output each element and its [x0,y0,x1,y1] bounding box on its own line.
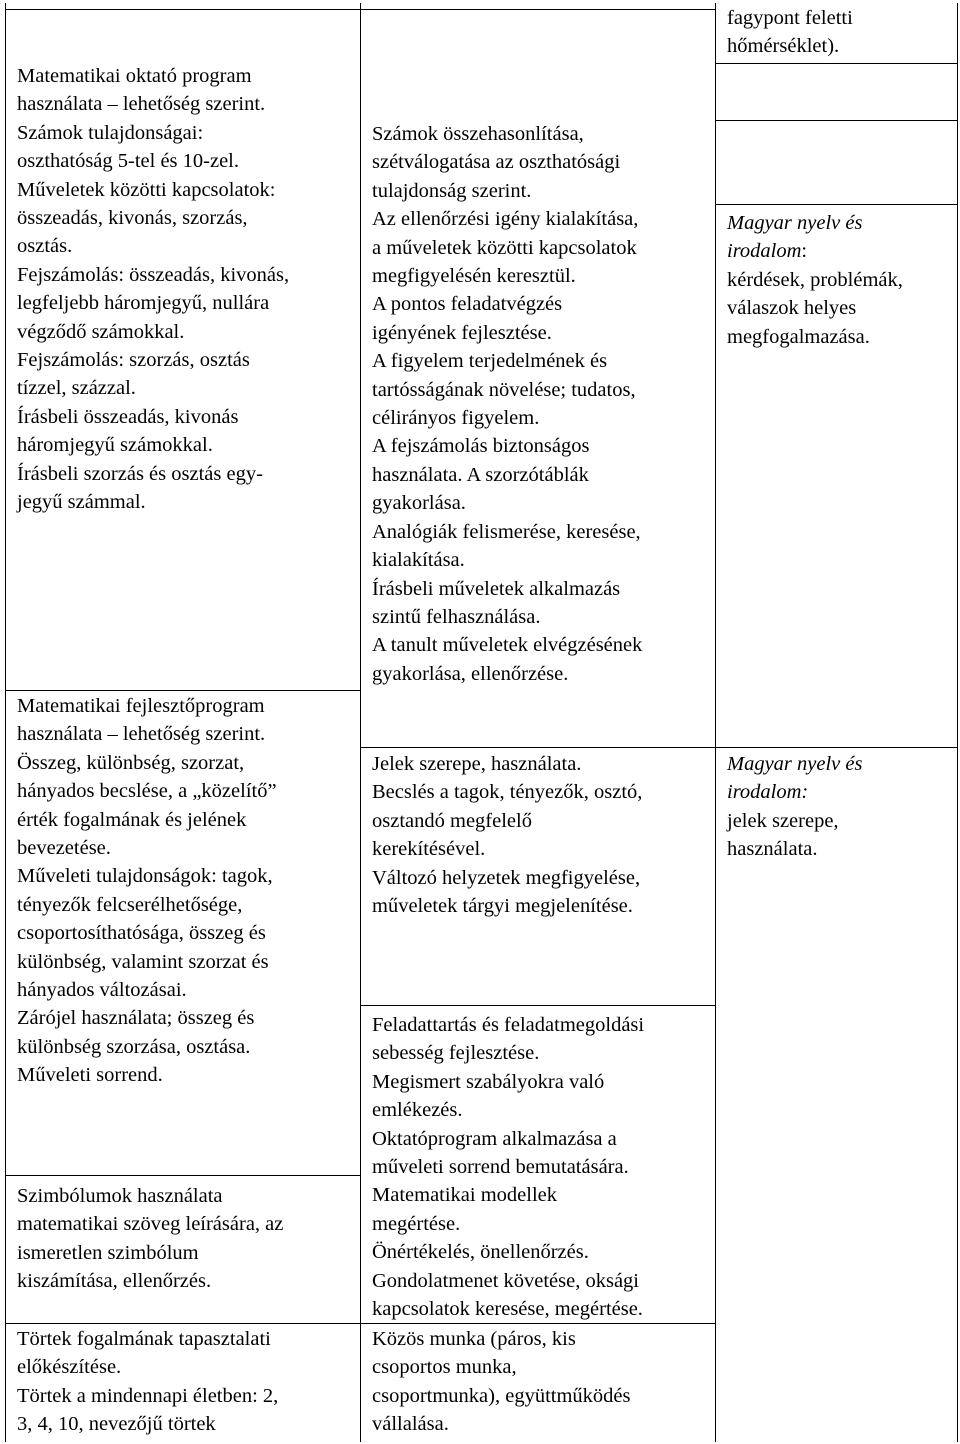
row-divider [716,204,957,205]
cell-paragraph: Analógiák felismerése, keresése, kialakítása. [372,520,641,572]
cell-paragraph: Fejszámolás: összeadás, kivonás, legfeljebb háromjegyű, nullára végződő számokkal. [17,263,290,343]
cell-paragraph: Törtek a mindennapi életben: 2, 3, 4, 10, nevezőjű törtek [17,1384,279,1436]
cell-paragraph: Műveletek közötti kapcsolatok: összeadás, kivonás, szorzás, osztás. [17,178,276,258]
row-divider [361,1323,716,1324]
cell-paragraph: A tanult műveletek elvégzésének gyakorlása, ellenőrzése. [372,634,643,685]
cell-paragraph: Szimbólumok használata matematikai szöveg leírására, az ismeretlen szimbólum kiszámítása, ellenőrzés. [17,1185,284,1293]
row-divider [716,747,957,748]
cell-paragraph: Jelek szerepe, használata. [372,753,582,775]
content-column [5,3,361,1442]
connections-cell-hungarian-signs [727,750,955,864]
development-cell-cooperation [372,1325,710,1439]
content-cell-symbols [17,1182,355,1296]
cell-paragraph: Számok tulajdonságai: oszthatóság 5-tel és 10-zel. [17,121,240,173]
cell-paragraph: Becslés a tagok, tényezők, osztó, osztandó megfelelő kerekítésével. [372,781,643,861]
cell-paragraph: kérdések, problémák, válaszok helyes megfogalmazása. [727,268,903,348]
cell-paragraph: Zárójel használata; összeg és különbség szorzása, osztása. Műveleti sorrend. [17,1007,255,1087]
cell-paragraph: Gondolatmenet követése, oksági kapcsolatok keresése, megértése. [372,1269,643,1321]
row-divider [6,1323,361,1324]
cell-paragraph: Írásbeli műveletek alkalmazás szintű felhasználása. [372,577,621,628]
cell-paragraph: A pontos feladatvégzés igényének fejlesztése. [372,293,563,344]
cell-paragraph: Írásbeli összeadás, kivonás háromjegyű számokkal. [17,405,239,457]
development-cell-numbers-operations [372,120,710,688]
cell-paragraph: jelek szerepe, használata. [727,809,839,861]
connections-column [715,3,958,1442]
development-column [360,3,716,1442]
cell-paragraph: Műveleti tulajdonságok: tagok, tényezők felcserélhetősége, csoportosíthatósága, összeg és különbség, valamint szorzat és hányados változásai. [17,865,273,1002]
cell-paragraph: Matematikai oktató program használata – lehetőség szerint. [17,65,266,116]
row-divider [716,63,957,64]
development-cell-estimation [372,750,710,920]
row-divider [6,690,361,691]
cell-paragraph: Törtek fogalmának tapasztalati előkészítése. [17,1328,271,1379]
cell-paragraph: Matematikai modellek megértése. [372,1184,558,1235]
subject-colon: : [801,240,808,263]
development-cell-task-solving [372,1011,710,1323]
content-cell-fractions [17,1325,355,1439]
cell-paragraph: Változó helyzetek megfigyelése, műveletek tárgyi megjelenítése. [372,866,641,918]
cell-paragraph: Közös munka (páros, kis csoportos munka, csoportmunka), együttműködés vállalása. [372,1328,631,1436]
row-divider [361,9,716,10]
subject-name: Magyar nyelv és irodalom [727,212,863,263]
content-cell-numbers-operations [17,62,355,517]
curriculum-table [5,3,956,1442]
cell-paragraph: fagypont feletti hőmérséklet). [727,7,853,58]
cell-paragraph: Az ellenőrzési igény kialakítása, a műveletek közötti kapcsolatok megfigyelésén keresztül. [372,208,639,288]
row-divider [361,747,716,748]
cell-paragraph: Írásbeli szorzás és osztás egy- jegyű számmal. [17,462,263,514]
cell-paragraph: Feladattartás és feladatmegoldási sebesség fejlesztése. [372,1014,645,1065]
connections-cell-hungarian-language [727,209,955,351]
connections-cell-continued [727,4,955,61]
cell-paragraph: Önértékelés, önellenőrzés. [372,1241,589,1264]
cell-paragraph: Összeg, különbség, szorzat, hányados becslése, a „közelítő” érték fogalmának és jelének bevezetése. [17,751,277,860]
content-cell-estimation [17,692,355,1090]
subject-name: Magyar nyelv és irodalom: [727,753,863,804]
cell-paragraph: A fejszámolás biztonságos használata. A szorzótáblák gyakorlása. [372,435,590,515]
cell-paragraph: A figyelem terjedelmének és tartósságának növelése; tudatos, célirányos figyelem. [372,350,636,430]
row-divider [6,9,361,10]
row-divider [361,1005,716,1006]
cell-paragraph: Matematikai fejlesztőprogram használata – lehetőség szerint. [17,695,266,746]
row-divider [6,1175,361,1176]
cell-paragraph: Megismert szabályokra való emlékezés. [372,1070,605,1122]
row-divider [716,120,957,121]
cell-paragraph: Oktatóprogram alkalmazása a műveleti sorrend bemutatására. [372,1127,629,1179]
cell-paragraph: Számok összehasonlítása, szétválogatása az oszthatósági tulajdonság szerint. [372,123,621,202]
cell-paragraph: Fejszámolás: szorzás, osztás tízzel, százzal. [17,349,250,400]
